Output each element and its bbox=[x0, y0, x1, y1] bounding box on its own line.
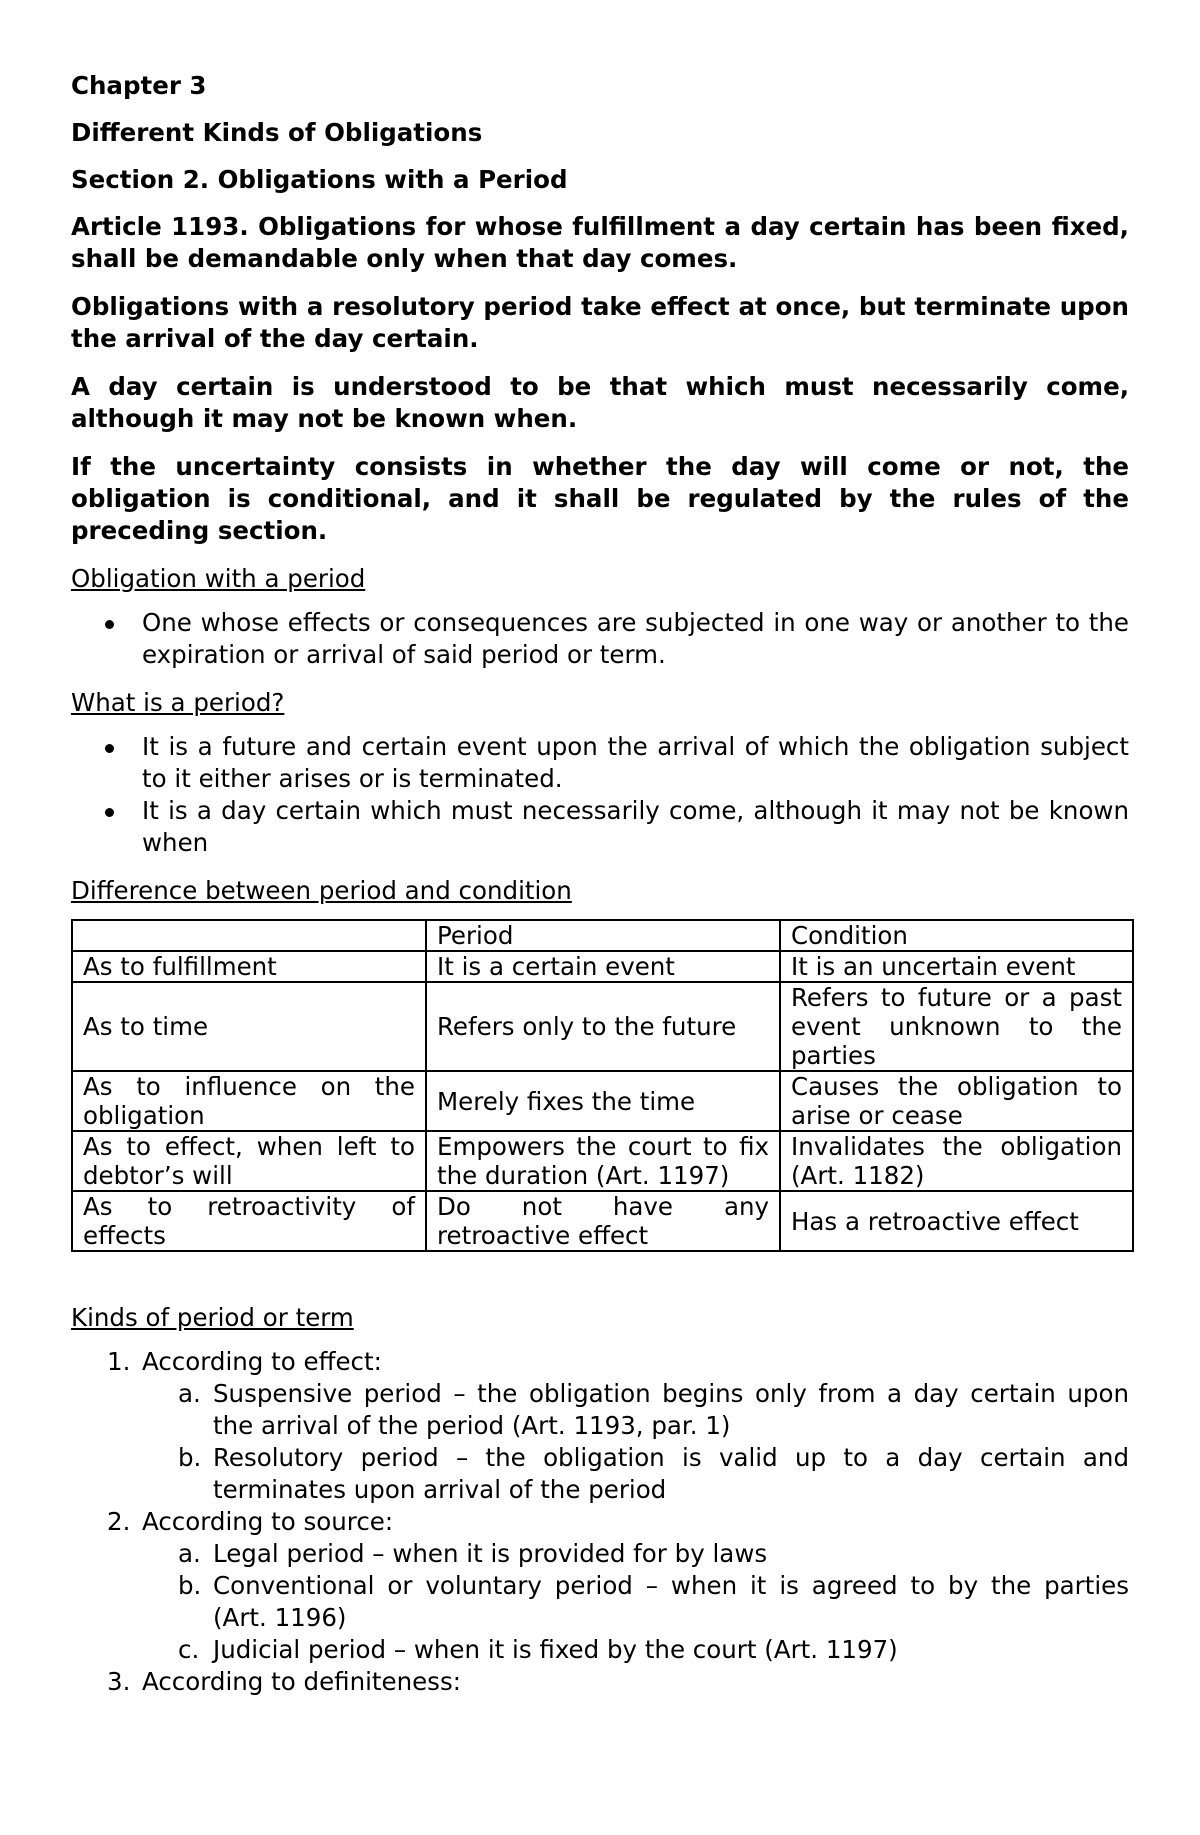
sub-list-text: Judicial period – when it is fixed by the court (Art. 1197) bbox=[213, 1635, 898, 1664]
list-letter: a. bbox=[178, 1379, 201, 1408]
section-heading: Section 2. Obligations with a Period bbox=[71, 165, 568, 194]
sub-list-text: Suspensive period – the obligation begins only from a day certain upon the arrival of the period (Art. 1193, par. 1) bbox=[213, 1379, 1129, 1440]
chapter-title: Different Kinds of Obligations bbox=[71, 118, 483, 147]
list-item bbox=[71, 1346, 1129, 1506]
article-paragraph: Obligations with a resolutory period take effect at once, but terminate upon the arrival of the day certain. bbox=[71, 292, 1129, 353]
list-item-text: One whose effects or consequences are subjected in one way or another to the expiration or arrival of said period or term. bbox=[142, 608, 1129, 669]
table-row bbox=[72, 1191, 1133, 1251]
table-cell: As to fulfillment bbox=[72, 951, 426, 982]
list-item bbox=[71, 795, 1129, 859]
bullet-icon bbox=[105, 808, 114, 817]
table-row bbox=[72, 951, 1133, 982]
obligation-with-period-list bbox=[71, 607, 1129, 671]
table-cell: Merely fixes the time bbox=[426, 1071, 780, 1131]
table-cell: As to retroactivity of effects bbox=[72, 1191, 426, 1251]
sub-list-text: Resolutory period – the obligation is valid up to a day certain and terminates upon arrival of the period bbox=[213, 1443, 1129, 1504]
obligation-with-period-heading: Obligation with a period bbox=[71, 564, 366, 593]
table-cell: Has a retroactive effect bbox=[780, 1191, 1133, 1251]
list-item bbox=[71, 607, 1129, 671]
sub-list-text: Conventional or voluntary period – when it is agreed to by the parties (Art. 1196) bbox=[213, 1571, 1129, 1632]
list-number: 3. bbox=[107, 1667, 131, 1696]
bullet-icon bbox=[105, 744, 114, 753]
what-is-period-heading: What is a period? bbox=[71, 688, 285, 717]
article-paragraph: If the uncertainty consists in whether the day will come or not, the obligation is conditional, and it shall be regulated by the rules of the preceding section. bbox=[71, 452, 1129, 545]
article-paragraph: Article 1193. Obligations for whose fulfillment a day certain has been fixed, shall be demandable only when that day comes. bbox=[71, 212, 1129, 273]
table-cell: It is a certain event bbox=[426, 951, 780, 982]
list-item-text: It is a future and certain event upon the arrival of which the obligation subject to it either arises or is terminated. bbox=[142, 732, 1129, 793]
list-item-label: According to effect: bbox=[142, 1347, 382, 1376]
table-cell: Refers to future or a past event unknown to the parties bbox=[780, 982, 1133, 1071]
table-cell: Do not have any retroactive effect bbox=[426, 1191, 780, 1251]
table-header-cell: Period bbox=[426, 920, 780, 951]
sub-list-item bbox=[142, 1634, 1129, 1666]
difference-heading: Difference between period and condition bbox=[71, 876, 572, 905]
table-cell: As to effect, when left to debtor’s will bbox=[72, 1131, 426, 1191]
sub-list-item bbox=[142, 1442, 1129, 1506]
table-cell: It is an uncertain event bbox=[780, 951, 1133, 982]
list-item bbox=[71, 1666, 1129, 1698]
chapter-heading: Chapter 3 bbox=[71, 71, 207, 100]
table-cell: As to time bbox=[72, 982, 426, 1071]
list-item-label: According to definiteness: bbox=[142, 1667, 461, 1696]
table-row bbox=[72, 1071, 1133, 1131]
table-cell: Empowers the court to fix the duration (Art. 1197) bbox=[426, 1131, 780, 1191]
list-letter: b. bbox=[178, 1443, 202, 1472]
table-header-cell: Condition bbox=[780, 920, 1133, 951]
what-is-period-list bbox=[71, 731, 1129, 859]
table-row bbox=[72, 1131, 1133, 1191]
sub-list-item bbox=[142, 1378, 1129, 1442]
list-letter: c. bbox=[178, 1635, 200, 1664]
table-cell: As to influence on the obligation bbox=[72, 1071, 426, 1131]
table-cell: Refers only to the future bbox=[426, 982, 780, 1071]
sub-list bbox=[142, 1538, 1129, 1666]
list-item-label: According to source: bbox=[142, 1507, 394, 1536]
sub-list-text: Legal period – when it is provided for by laws bbox=[213, 1539, 768, 1568]
sub-list-item bbox=[142, 1570, 1129, 1634]
list-item bbox=[71, 731, 1129, 795]
list-letter: a. bbox=[178, 1539, 201, 1568]
list-letter: b. bbox=[178, 1571, 202, 1600]
table-cell: Causes the obligation to arise or cease bbox=[780, 1071, 1133, 1131]
table-header-cell bbox=[72, 920, 426, 951]
table-row bbox=[72, 982, 1133, 1071]
kinds-list bbox=[71, 1346, 1129, 1698]
sub-list bbox=[142, 1378, 1129, 1506]
bullet-icon bbox=[105, 620, 114, 629]
difference-table bbox=[71, 919, 1134, 1252]
list-item bbox=[71, 1506, 1129, 1666]
sub-list-item bbox=[142, 1538, 1129, 1570]
article-paragraph: A day certain is understood to be that which must necessarily come, although it may not be known when. bbox=[71, 372, 1129, 433]
list-item-text: It is a day certain which must necessarily come, although it may not be known when bbox=[142, 796, 1129, 857]
kinds-heading: Kinds of period or term bbox=[71, 1303, 354, 1332]
table-header-row bbox=[72, 920, 1133, 951]
list-number: 1. bbox=[107, 1347, 131, 1376]
table-cell: Invalidates the obligation (Art. 1182) bbox=[780, 1131, 1133, 1191]
list-number: 2. bbox=[107, 1507, 131, 1536]
